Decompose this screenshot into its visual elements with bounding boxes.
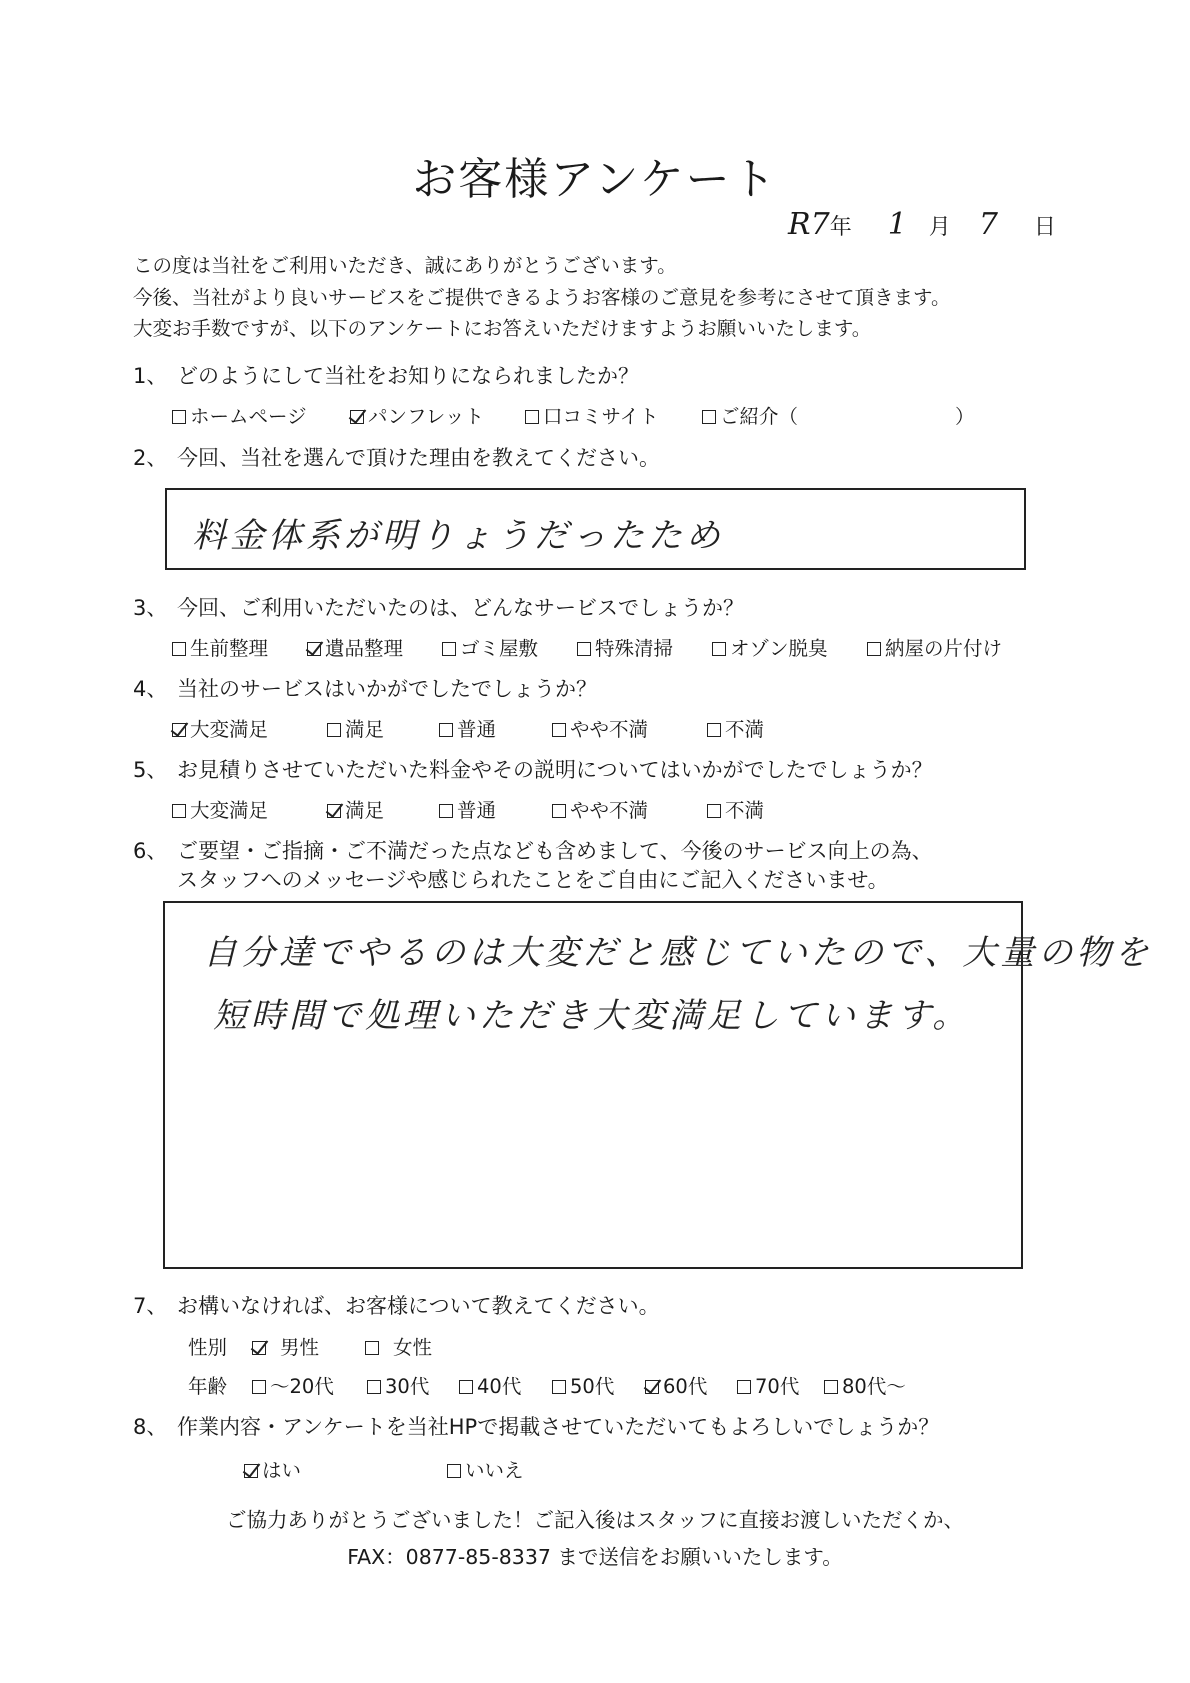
footer-line-1: ご協力ありがとうございました！ご記入後はスタッフに直接お渡しいただくか、 bbox=[226, 1508, 964, 1532]
checkbox[interactable] bbox=[439, 723, 453, 737]
question-6-answer-box[interactable] bbox=[163, 901, 1153, 1269]
page-title: お客様アンケート bbox=[412, 154, 778, 205]
q7-gender-male[interactable]: 男性 bbox=[252, 1332, 319, 1360]
q7-age-70s[interactable]: 70代 bbox=[737, 1371, 799, 1399]
checkbox[interactable] bbox=[172, 410, 186, 424]
date-year-label: 年 bbox=[829, 215, 852, 240]
checkbox-checked[interactable] bbox=[172, 723, 186, 737]
question-4-text: 当社のサービスはいかがでしたでしょうか？ bbox=[177, 677, 597, 701]
question-3 bbox=[133, 592, 744, 622]
q7-age-40s[interactable]: 40代 bbox=[459, 1371, 521, 1399]
date-field bbox=[788, 207, 1056, 242]
checkbox[interactable] bbox=[867, 642, 881, 656]
gender-label: 性別 bbox=[188, 1336, 228, 1359]
q7-age-60s[interactable]: 60代 bbox=[645, 1371, 707, 1399]
question-2-number: 2、 bbox=[133, 446, 168, 470]
q3-option-barn-cleanup[interactable]: 納屋の片付け bbox=[867, 633, 1002, 661]
checkbox-checked[interactable] bbox=[327, 804, 341, 818]
q3-option-hoarder-house[interactable]: ゴミ屋敷 bbox=[442, 633, 538, 661]
age-label: 年齢 bbox=[188, 1375, 228, 1398]
intro-line-2: 今後、当社がより良いサービスをご提供できるようお客様のご意見を参考にさせて頂きます。 bbox=[133, 286, 951, 309]
q1-option-homepage[interactable]: ホームページ bbox=[172, 401, 307, 429]
checkbox[interactable] bbox=[552, 1380, 566, 1394]
checkbox[interactable] bbox=[737, 1380, 751, 1394]
question-8-text: 作業内容・アンケートを当社HPで掲載させていただいてもよろしいでしょうか？ bbox=[177, 1415, 940, 1439]
checkbox-checked[interactable] bbox=[244, 1464, 258, 1478]
q1-referral-close-paren: ） bbox=[955, 405, 975, 428]
question-1 bbox=[133, 360, 639, 390]
date-month: 1 bbox=[887, 207, 907, 242]
question-7 bbox=[133, 1290, 660, 1320]
q7-age-80s-plus[interactable]: 80代～ bbox=[824, 1371, 906, 1399]
question-1-text: どのようにして当社をお知りになられましたか？ bbox=[177, 364, 639, 388]
question-6-answer-line-2: 短時間で処理いただき大変満足しています。 bbox=[213, 996, 971, 1036]
question-4 bbox=[133, 673, 597, 703]
checkbox[interactable] bbox=[702, 410, 716, 424]
checkbox[interactable] bbox=[172, 804, 186, 818]
question-5 bbox=[133, 754, 933, 784]
q5-option-normal[interactable]: 普通 bbox=[439, 795, 496, 823]
question-1-number: 1、 bbox=[133, 364, 168, 388]
checkbox[interactable] bbox=[172, 642, 186, 656]
date-day: 7 bbox=[978, 207, 998, 242]
date-month-label: 月 bbox=[928, 215, 951, 240]
date-era-year: R7 bbox=[788, 207, 830, 242]
question-2 bbox=[133, 442, 660, 472]
checkbox[interactable] bbox=[439, 804, 453, 818]
question-5-number: 5、 bbox=[133, 758, 168, 782]
q4-option-slightly-dissatisfied[interactable]: やや不満 bbox=[552, 714, 648, 742]
checkbox[interactable] bbox=[552, 804, 566, 818]
checkbox[interactable] bbox=[367, 1380, 381, 1394]
q1-option-review-site[interactable]: 口コミサイト bbox=[525, 401, 659, 429]
q5-option-satisfied[interactable]: 満足 bbox=[327, 795, 384, 823]
question-3-text: 今回、ご利用いただいたのは、どんなサービスでしょうか？ bbox=[177, 596, 744, 620]
intro-line-1: この度は当社をご利用いただき、誠にありがとうございます。 bbox=[133, 254, 677, 277]
q7-age-30s[interactable]: 30代 bbox=[367, 1371, 429, 1399]
checkbox[interactable] bbox=[327, 723, 341, 737]
q3-option-estate-cleanup[interactable]: 遺品整理 bbox=[307, 633, 403, 661]
q3-option-pre-death-cleanup[interactable]: 生前整理 bbox=[172, 633, 268, 661]
q7-gender-female[interactable]: 女性 bbox=[365, 1332, 432, 1360]
checkbox[interactable] bbox=[577, 642, 591, 656]
checkbox-checked[interactable] bbox=[307, 642, 321, 656]
question-6-text-line-2: スタッフへのメッセージや感じられたことをご自由にご記入くださいませ。 bbox=[177, 868, 889, 892]
checkbox[interactable] bbox=[442, 642, 456, 656]
q7-age-50s[interactable]: 50代 bbox=[552, 1371, 614, 1399]
checkbox[interactable] bbox=[707, 723, 721, 737]
checkbox[interactable] bbox=[707, 804, 721, 818]
question-6-text-line-1: ご要望・ご指摘・ご不満だった点なども含めまして、今後のサービス向上の為、 bbox=[177, 839, 933, 863]
checkbox[interactable] bbox=[525, 410, 539, 424]
footer-line-2: FAX：0877-85-8337 まで送信をお願いいたします。 bbox=[347, 1545, 843, 1569]
question-8 bbox=[133, 1411, 939, 1441]
q4-option-dissatisfied[interactable]: 不満 bbox=[707, 714, 764, 742]
q8-option-no[interactable]: いいえ bbox=[447, 1455, 524, 1483]
checkbox[interactable] bbox=[712, 642, 726, 656]
question-5-text: お見積りさせていただいた料金やその説明についてはいかがでしたでしょうか？ bbox=[177, 758, 933, 782]
question-8-number: 8、 bbox=[133, 1415, 168, 1439]
q8-option-yes[interactable]: はい bbox=[244, 1455, 301, 1483]
checkbox[interactable] bbox=[824, 1380, 838, 1394]
question-2-answer-box[interactable] bbox=[165, 488, 1026, 570]
checkbox-checked[interactable] bbox=[645, 1380, 659, 1394]
question-3-number: 3、 bbox=[133, 596, 168, 620]
checkbox-checked[interactable] bbox=[350, 410, 364, 424]
intro-line-3: 大変お手数ですが、以下のアンケートにお答えいただけますようお願いいたします。 bbox=[133, 317, 872, 340]
q5-option-very-satisfied[interactable]: 大変満足 bbox=[172, 795, 268, 823]
date-day-label: 日 bbox=[1033, 215, 1056, 240]
question-7-number: 7、 bbox=[133, 1294, 168, 1318]
q1-option-referral[interactable]: ご紹介（ bbox=[702, 401, 798, 429]
question-4-number: 4、 bbox=[133, 677, 168, 701]
q5-option-dissatisfied[interactable]: 不満 bbox=[707, 795, 764, 823]
question-6-answer-line-1: 自分達でやるのは大変だと感じていたので、大量の物を bbox=[203, 933, 1153, 973]
q5-option-slightly-dissatisfied[interactable]: やや不満 bbox=[552, 795, 648, 823]
question-6-number: 6、 bbox=[133, 839, 168, 863]
q4-option-satisfied[interactable]: 満足 bbox=[327, 714, 384, 742]
q7-age-under-20[interactable]: ～20代 bbox=[252, 1371, 334, 1399]
checkbox[interactable] bbox=[447, 1464, 461, 1478]
question-2-answer: 料金体系が明りょうだったため bbox=[192, 516, 724, 556]
question-6 bbox=[133, 835, 933, 865]
question-7-text: お構いなければ、お客様について教えてください。 bbox=[177, 1294, 660, 1318]
q3-option-special-cleaning[interactable]: 特殊清掃 bbox=[577, 633, 673, 661]
q4-option-normal[interactable]: 普通 bbox=[439, 714, 496, 742]
question-2-text: 今回、当社を選んで頂けた理由を教えてください。 bbox=[177, 446, 660, 470]
checkbox[interactable] bbox=[365, 1341, 379, 1355]
checkbox[interactable] bbox=[459, 1380, 473, 1394]
checkbox-checked[interactable] bbox=[252, 1341, 266, 1355]
checkbox[interactable] bbox=[252, 1380, 266, 1394]
q4-option-very-satisfied[interactable]: 大変満足 bbox=[172, 714, 268, 742]
q3-option-ozone-deodorize[interactable]: オゾン脱臭 bbox=[712, 633, 828, 661]
q1-option-pamphlet[interactable]: パンフレット bbox=[350, 401, 484, 429]
checkbox[interactable] bbox=[552, 723, 566, 737]
